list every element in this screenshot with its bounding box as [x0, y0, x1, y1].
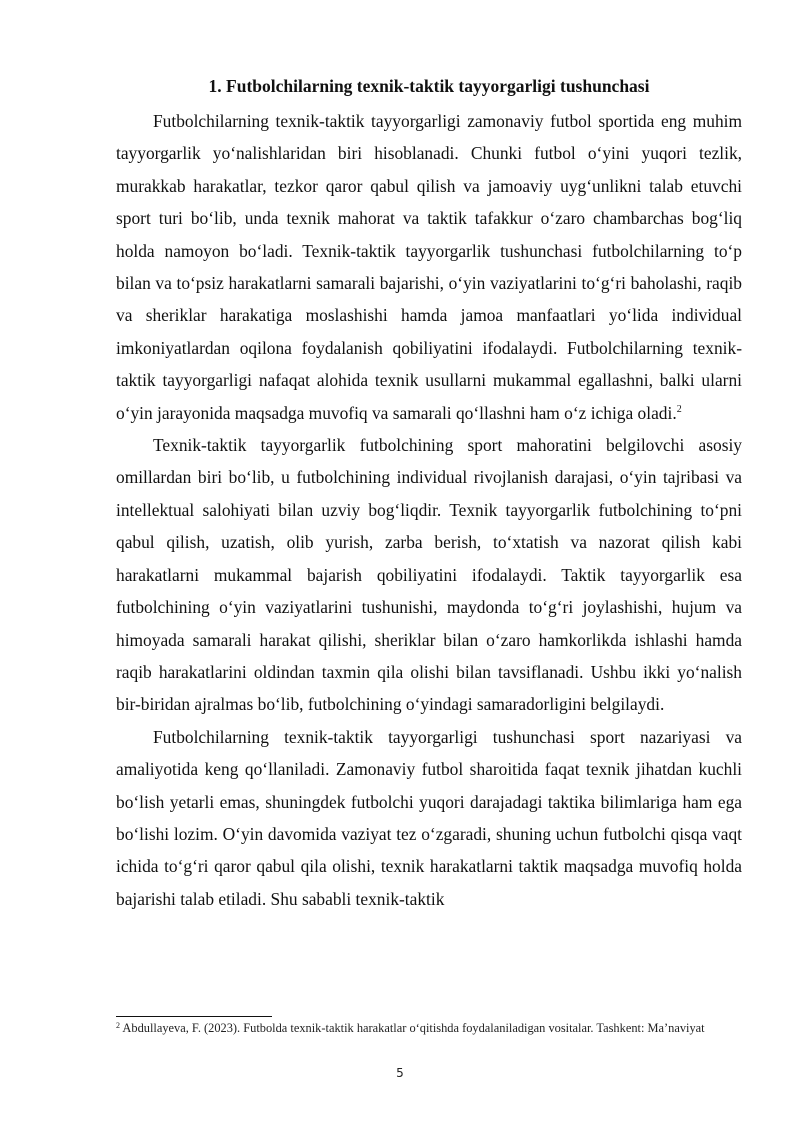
footnote-marker: 2 — [116, 1021, 120, 1030]
page-number: 5 — [396, 1066, 404, 1080]
body-text — [116, 105, 742, 909]
footnote-reference[interactable]: 2 — [676, 403, 682, 415]
section-heading: 1. Futbolchilarning texnik-taktik tayyorgarligi tushunchasi — [208, 76, 650, 96]
paragraph-1-text: Futbolchilarning texnik-taktik tayyorgarligi zamonaviy futbol sportida eng muhim tayyorgarlik yo‘nalishlaridan biri hisoblanadi. Chunki futbol o‘yini yuqori tezlik, murakkab harakatlar, tezkor qaror qabul qilish va jamoaviy uyg‘unlikni talab etuvchi sport turi bo‘lib, unda texnik mahorat va taktik tafakkur o‘zaro chambarchas bog‘liq holda namoyon bo‘ladi. Texnik-taktik tayyorgarlik tushunchasi futbolchilarning to‘p bilan va to‘psiz harakatlarni samarali bajarishi, o‘yin vaziyatlarini to‘g‘ri baholashi, raqib va sheriklar harakatiga moslashishi hamda jamoa manfaatlari yo‘lida individual imkoniyatlardan oqilona foydalanish qobiliyatini ifodalaydi. Futbolchilarning texnik-taktik tayyorgarligi nafaqat alohida texnik usullarni mukammal egallashni, balki ularni o‘yin jarayonida maqsadga muvofiq va samarali qo‘llashni ham o‘z ichiga oladi. — [116, 111, 742, 423]
footnote-separator — [116, 1016, 272, 1017]
paragraph-3: Futbolchilarning texnik-taktik tayyorgarligi tushunchasi sport nazariyasi va amaliyotida keng qo‘llaniladi. Zamonaviy futbol sharoitida faqat texnik jihatdan kuchli bo‘lish yetarli emas, shuningdek futbolchi yuqori darajadagi taktika bilimlariga ham ega bo‘lishi lozim. O‘yin davomida vaziyat tez o‘zgaradi, shuning uchun futbolchi qisqa vaqt ichida to‘g‘ri qaror qabul qila olishi, texnik harakatlarni taktik maqsadga muvofiq holda bajarishi talab etiladi. Shu sababli texnik-taktik — [116, 726, 742, 909]
footnote — [116, 1020, 736, 1038]
paragraph-2: Texnik-taktik tayyorgarlik futbolchining sport mahoratini belgilovchi asosiy omillardan biri bo‘lib, u futbolchining individual rivojlanish darajasi, o‘yin tajribasi va intellektual salohiyati bilan uzviy bog‘liqdir. Texnik tayyorgarlik futbolchining to‘pni qabul qilish, uzatish, olib yurish, zarba berish, to‘xtatish va nazorat qilish kabi harakatlarni mukammal bajarish qobiliyatini ifodalaydi. Taktik tayyorgarlik esa futbolchining o‘yin vaziyatlarini tushunishi, maydonda to‘g‘ri joylashishi, hujum va himoyada samarali harakat qilishi, sheriklar bilan o‘zaro hamkorlikda ishlashi hamda raqib harakatlarini oldindan taxmin qila olishi bilan tavsiflanadi. Ushbu ikki yo‘nalish bir-biridan ajralmas bo‘lib, futbolchining o‘yindagi samaradorligini belgilaydi. — [116, 435, 742, 715]
footnote-text: Abdullayeva, F. (2023). Futbolda texnik-taktik harakatlar o‘qitishda foydalaniladigan vositalar. Tashkent: Ma’naviyat — [122, 1021, 705, 1035]
paragraph-1 — [116, 105, 742, 429]
